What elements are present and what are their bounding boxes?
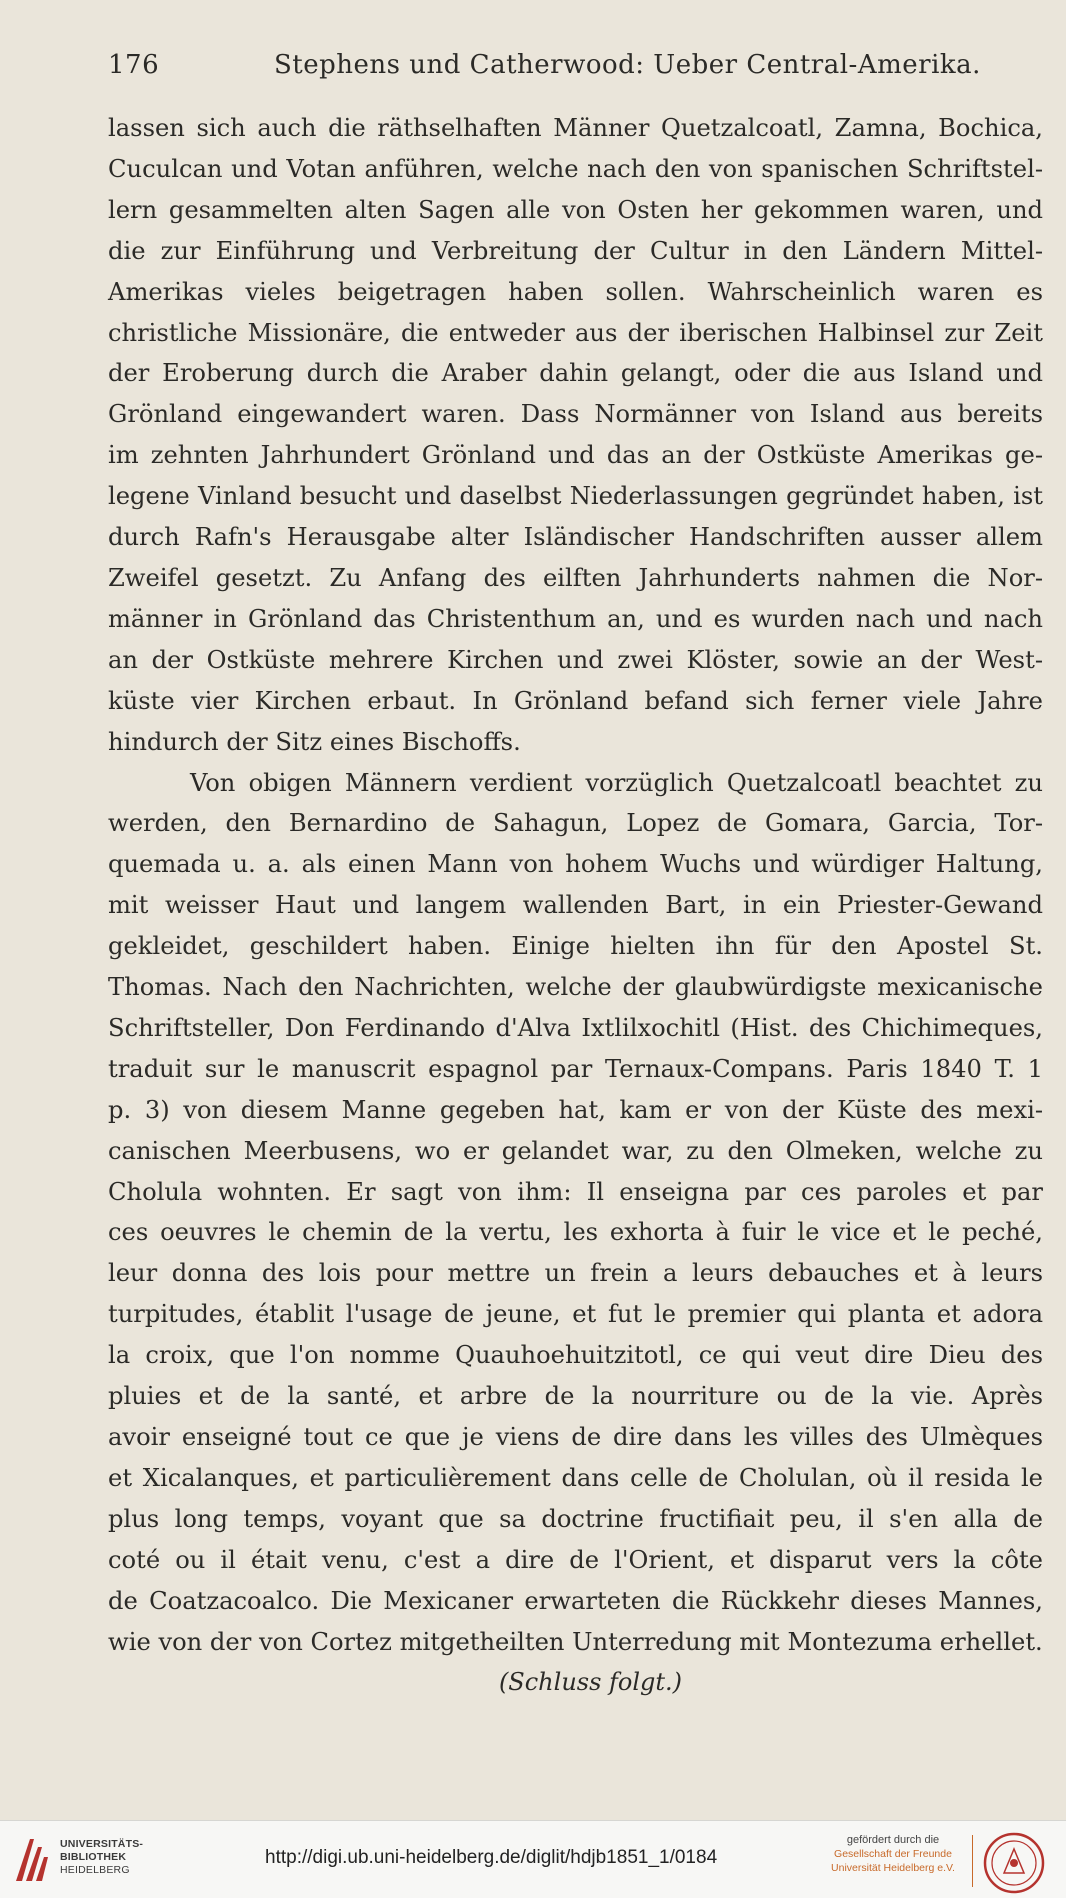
continuation-note: (Schluss folgt.) (498, 1668, 683, 1697)
text-line: mit weisser Haut und langem wallenden Bart, in ein Priester-Gewand (108, 891, 1043, 920)
text-line: Zweifel gesetzt. Zu Anfang des eilften Jahrhunderts nahmen die Nor- (108, 563, 1043, 592)
text-line: canischen Meerbusens, wo er gelandet war, zu den Olmeken, welche zu (108, 1136, 1043, 1165)
text-line: la croix, que l'on nomme Quauhoehuitzitotl, ce qui veut dire Dieu des (108, 1341, 1043, 1370)
text-line: Von obigen Männern verdient vorzüglich Quetzalcoatl beachtet zu (190, 768, 1043, 797)
footer-divider (972, 1835, 973, 1887)
text-line: avoir enseigné tout ce que je viens de dire dans les villes des Ulmèques (108, 1423, 1043, 1451)
text-line: im zehnten Jahrhundert Grönland und das an der Ostküste Amerikas ge- (108, 441, 1043, 470)
text-line: traduit sur le manuscrit espagnol par Ternaux-Compans. Paris 1840 T. 1 (108, 1054, 1043, 1083)
sponsor-credit: gefördert durch die Gesellschaft der Freunde Universität Heidelberg e.V. (831, 1834, 955, 1874)
text-line: quemada u. a. als einen Mann von hohem Wuchs und würdiger Haltung, (108, 850, 1043, 879)
library-logo-icon (10, 1835, 52, 1885)
paragraph (108, 763, 1043, 1663)
text-line: hindurch der Sitz eines Bischoffs. (108, 727, 521, 756)
text-line: Grönland eingewandert waren. Dass Normänner von Island aus bereits (108, 400, 1043, 429)
text-line: küste vier Kirchen erbaut. In Grönland befand sich ferner viele Jahre (108, 686, 1043, 715)
text-line: legene Vinland besucht und daselbst Niederlassungen gegründet haben, ist (108, 482, 1043, 511)
university-seal-icon (982, 1831, 1046, 1895)
text-line: ces oeuvres le chemin de la vertu, les exhorta à fuir le vice et le peché, (108, 1218, 1043, 1247)
text-line: der Eroberung durch die Araber dahin gelangt, oder die aus Island und (108, 359, 1043, 388)
paragraph (108, 108, 1043, 763)
page-header (108, 50, 1038, 90)
page-number: 176 (108, 50, 160, 80)
text-line: christliche Missionäre, die entweder aus der iberischen Halbinsel zur Zeit (108, 318, 1043, 347)
text-line: männer in Grönland das Christenthum an, und es wurden nach und nach (108, 604, 1043, 633)
text-line: wie von der von Cortez mitgetheilten Unterredung mit Montezuma erhellet. (108, 1627, 1043, 1656)
library-name: UNIVERSITÄTS- BIBLIOTHEK HEIDELBERG (60, 1838, 144, 1876)
document-url-link[interactable]: http://digi.ub.uni-heidelberg.de/diglit/hdjb1851_1/0184 (265, 1847, 718, 1868)
text-line: Amerikas vieles beigetragen haben sollen. Wahrscheinlich waren es (108, 277, 1043, 306)
text-line: plus long temps, voyant que sa doctrine fructifiait peu, il s'en alla de (108, 1504, 1043, 1533)
text-line: werden, den Bernardino de Sahagun, Lopez de Gomara, Garcia, Tor- (108, 809, 1043, 838)
text-line: coté ou il était venu, c'est a dire de l'Orient, et disparut vers la côte (108, 1545, 1043, 1574)
text-line: Thomas. Nach den Nachrichten, welche der glaubwürdigste mexicanische (108, 973, 1043, 1002)
text-line: et Xicalanques, et particulièrement dans celle de Cholulan, où il resida le (108, 1463, 1043, 1492)
footer-bar (0, 1820, 1066, 1898)
text-line: leur donna des lois pour mettre un frein a leurs debauches et à leurs (108, 1259, 1043, 1288)
text-line: p. 3) von diesem Manne gegeben hat, kam er von der Küste des mexi- (108, 1095, 1043, 1124)
text-line: pluies et de la santé, et arbre de la nourriture ou de la vie. Après (108, 1382, 1043, 1411)
text-line: die zur Einführung und Verbreitung der Cultur in den Ländern Mittel- (108, 236, 1043, 265)
text-line: gekleidet, geschildert haben. Einige hielten ihn für den Apostel St. (108, 932, 1043, 961)
text-line: Cuculcan und Votan anführen, welche nach den von spanischen Schriftstel- (108, 154, 1043, 183)
text-line: an der Ostküste mehrere Kirchen und zwei Klöster, sowie an der West- (108, 645, 1043, 674)
text-line: de Coatzacoalco. Die Mexicaner erwarteten die Rückkehr dieses Mannes, (108, 1586, 1043, 1615)
text-line: turpitudes, établit l'usage de jeune, et fut le premier qui planta et adora (108, 1300, 1043, 1329)
text-line: durch Rafn's Herausgabe alter Isländischer Handschriften ausser allem (108, 523, 1043, 552)
text-line: Schriftsteller, Don Ferdinando d'Alva Ixtlilxochitl (Hist. des Chichimeques, (108, 1013, 1043, 1042)
text-line: Cholula wohnten. Er sagt von ihm: Il enseigna par ces paroles et par (108, 1177, 1043, 1206)
text-line: lern gesammelten alten Sagen alle von Osten her gekommen waren, und (108, 195, 1043, 224)
body-text (108, 108, 1043, 1702)
text-line: lassen sich auch die räthselhaften Männer Quetzalcoatl, Zamna, Bochica, (108, 114, 1043, 142)
running-title: Stephens und Catherwood: Ueber Central-Amerika. (274, 50, 981, 80)
